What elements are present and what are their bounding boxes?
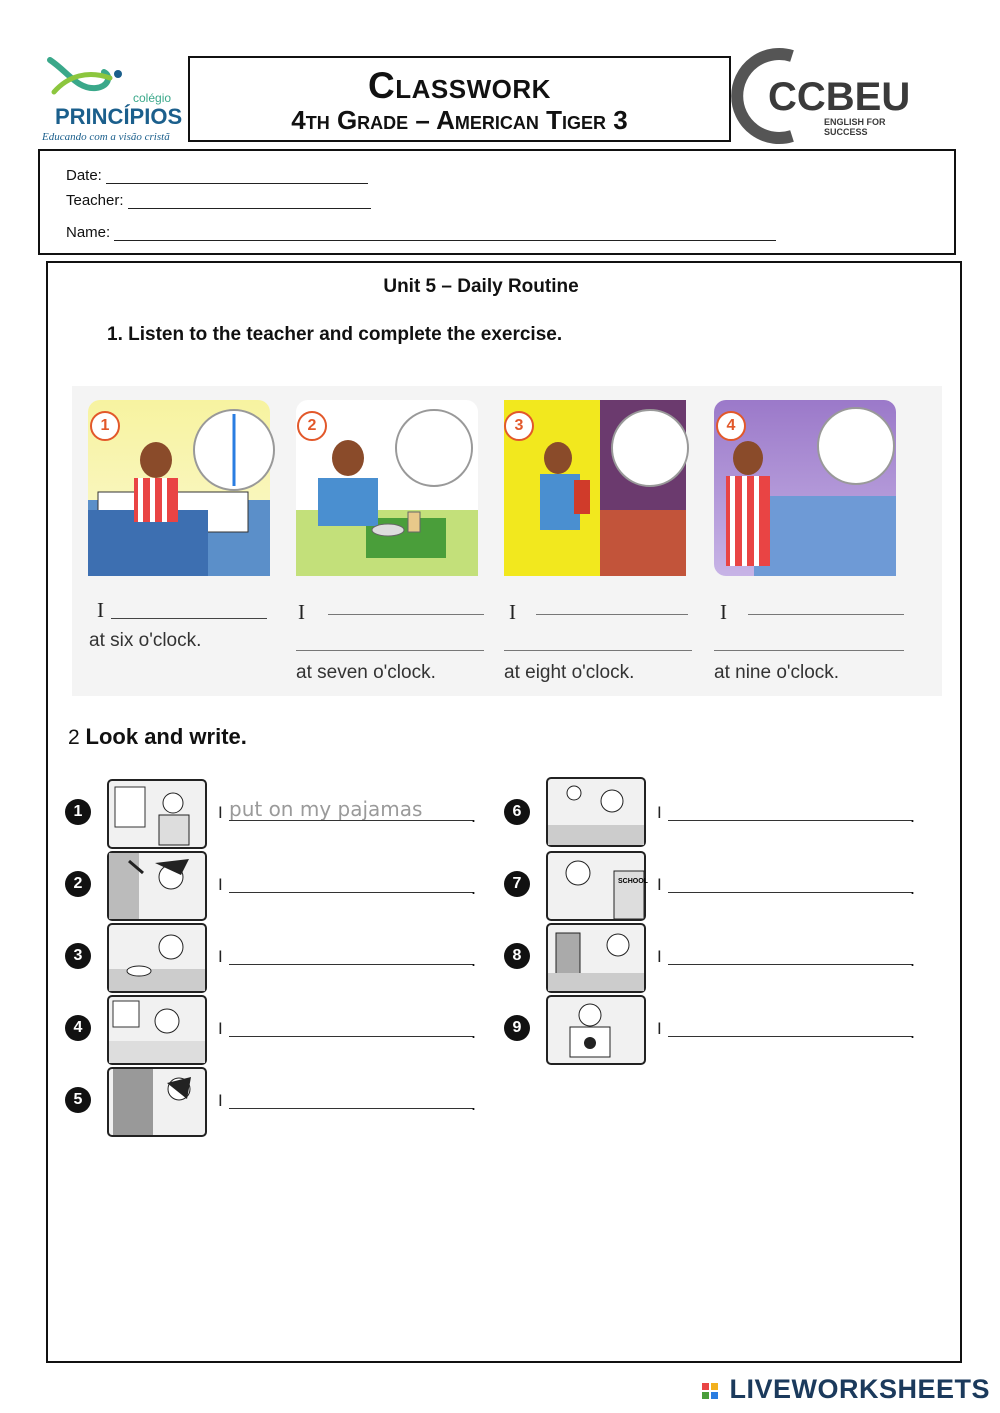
- item-number-5: 5: [65, 1087, 91, 1113]
- svg-text:CCBEU: CCBEU: [768, 75, 911, 119]
- item-number-7: 7: [504, 871, 530, 897]
- liveworksheets-logo: [701, 1374, 990, 1405]
- page-subtitle: 4th Grade – American Tiger 3: [291, 105, 628, 135]
- write-line-4[interactable]: [229, 1036, 474, 1037]
- teacher-row: [66, 192, 371, 209]
- svg-text:Educando com a visão cristã: Educando com a visão cristã: [42, 131, 170, 143]
- item-number-9: 9: [504, 1015, 530, 1041]
- example-answer: put on my pajamas: [229, 797, 423, 821]
- write-period-6: .: [910, 806, 916, 826]
- teacher-field[interactable]: [128, 194, 371, 209]
- liveworksheets-icon: [701, 1382, 721, 1400]
- routine-thumb-eat-breakfast: [107, 923, 207, 993]
- write-period-5: .: [471, 1094, 477, 1114]
- write-period-8: .: [910, 950, 916, 970]
- exercise1-title: 1. Listen to the teacher and complete the exercise.: [107, 324, 563, 345]
- svg-text:SUCCESS: SUCCESS: [824, 127, 868, 137]
- date-row: [66, 167, 368, 184]
- unit-title: Unit 5 – Daily Routine: [383, 276, 579, 297]
- routine-thumb-get-up: [107, 995, 207, 1065]
- write-prefix-4: I: [218, 1019, 223, 1038]
- routine-thumb-go-to-school: [546, 851, 646, 921]
- routine-thumb-go-to-bed: [546, 995, 646, 1065]
- answer-line-4a[interactable]: [748, 614, 904, 615]
- ccbeu-logo: [740, 48, 911, 140]
- answer-prefix-4: I: [720, 600, 727, 624]
- write-line-3[interactable]: [229, 964, 474, 965]
- write-prefix-6: I: [657, 803, 662, 822]
- exercise2-title: [68, 724, 247, 750]
- write-line-5[interactable]: [229, 1108, 474, 1109]
- svg-text:colégio: colégio: [133, 91, 172, 105]
- school-logo-name: PRINCÍPIOS: [55, 104, 183, 129]
- answer-line-3b[interactable]: [504, 650, 692, 651]
- write-prefix-5: I: [218, 1091, 223, 1110]
- answer-prefix-1: I: [97, 598, 104, 622]
- picture-number-3: 3: [504, 411, 534, 441]
- routine-thumb-have-lunch: [546, 923, 646, 993]
- date-field[interactable]: [106, 169, 368, 184]
- student-info-box: [38, 149, 956, 255]
- write-period-4: .: [471, 1022, 477, 1042]
- title-box: [188, 56, 731, 142]
- item-number-2: 2: [65, 871, 91, 897]
- write-prefix-1: I: [218, 803, 223, 822]
- school-sign: SCHOOL: [618, 878, 648, 885]
- answer-prefix-3: I: [509, 600, 516, 624]
- write-line-2[interactable]: [229, 892, 474, 893]
- answer-line-4b[interactable]: [714, 650, 904, 651]
- exercise2-heading: Look and write.: [85, 724, 247, 749]
- write-period-2: .: [471, 878, 477, 898]
- routine-thumb-pajamas: [107, 779, 207, 849]
- answer-line-2b[interactable]: [296, 650, 484, 651]
- routine-thumb-shower: [107, 851, 207, 921]
- write-line-9[interactable]: [668, 1036, 913, 1037]
- picture-number-4: 4: [716, 411, 746, 441]
- routine-thumb-go-home: [107, 1067, 207, 1137]
- write-period-1: .: [471, 806, 477, 826]
- liveworksheets-text: LIVEWORKSHEETS: [729, 1374, 990, 1404]
- time-caption-2: at seven o'clock.: [296, 662, 436, 683]
- answer-line-1[interactable]: [111, 618, 267, 619]
- write-line-7[interactable]: [668, 892, 913, 893]
- write-line-8[interactable]: [668, 964, 913, 965]
- write-prefix-2: I: [218, 875, 223, 894]
- write-period-3: .: [471, 950, 477, 970]
- write-prefix-9: I: [657, 1019, 662, 1038]
- time-caption-4: at nine o'clock.: [714, 662, 840, 683]
- write-period-7: .: [910, 878, 916, 898]
- svg-text:ENGLISH FOR: ENGLISH FOR: [824, 117, 886, 127]
- item-number-8: 8: [504, 943, 530, 969]
- picture-number-2: 2: [297, 411, 327, 441]
- write-prefix-8: I: [657, 947, 662, 966]
- page-title: Classwork: [368, 65, 551, 106]
- item-number-1: 1: [65, 799, 91, 825]
- name-row: [66, 224, 776, 241]
- teacher-label: Teacher:: [66, 192, 124, 209]
- item-number-6: 6: [504, 799, 530, 825]
- time-caption-3: at eight o'clock.: [504, 662, 635, 683]
- answer-line-3a[interactable]: [536, 614, 688, 615]
- write-line-6[interactable]: [668, 820, 913, 821]
- write-prefix-7: I: [657, 875, 662, 894]
- name-label: Name:: [66, 224, 111, 241]
- answer-prefix-2: I: [298, 600, 305, 624]
- write-line-1[interactable]: [229, 820, 474, 821]
- name-field[interactable]: [114, 226, 776, 241]
- item-number-4: 4: [65, 1015, 91, 1041]
- routine-thumb-have-dinner: [546, 777, 646, 847]
- item-number-3: 3: [65, 943, 91, 969]
- date-label: Date:: [66, 167, 102, 184]
- write-period-9: .: [910, 1022, 916, 1042]
- answer-line-2a[interactable]: [328, 614, 484, 615]
- school-logo: [38, 52, 188, 144]
- picture-number-1: 1: [90, 411, 120, 441]
- time-caption-1: at six o'clock.: [89, 630, 202, 651]
- exercise2-number: 2: [68, 726, 80, 749]
- write-prefix-3: I: [218, 947, 223, 966]
